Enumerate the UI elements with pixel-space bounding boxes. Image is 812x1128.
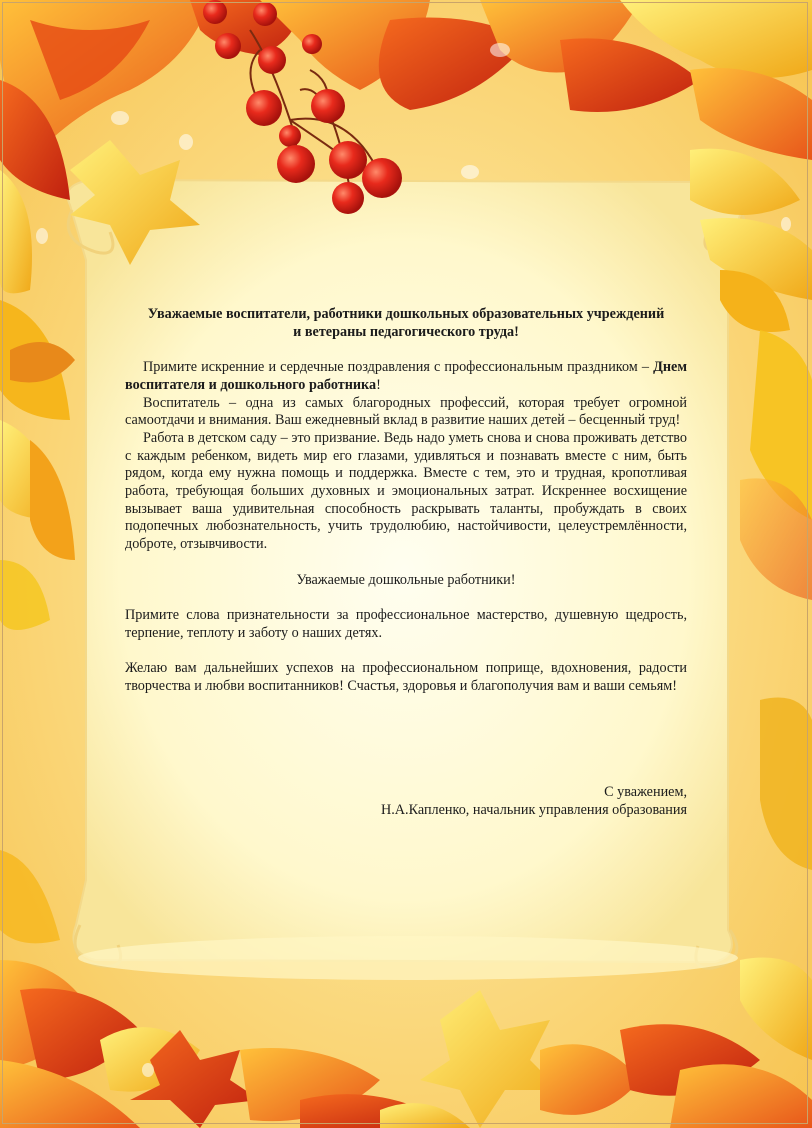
letter-title bbox=[125, 306, 687, 341]
paragraph-profession: Воспитатель – одна из самых благородных профессий, которая требует огромной самоотдачи и внимания. Ваш ежедневный вклад в развитие наших детей – бесценный труд! bbox=[125, 394, 687, 429]
paragraph-gratitude: Примите слова признательности за профессиональное мастерство, душевную щедрость, терпение, теплоту и заботу о наших детях. bbox=[125, 606, 687, 641]
title-line-1: Уважаемые воспитатели, работники дошкольных образовательных учреждений bbox=[147, 306, 665, 322]
closing-line: С уважением, bbox=[604, 783, 687, 800]
greeting-letter bbox=[125, 306, 687, 819]
address-line: Уважаемые дошкольные работники! bbox=[296, 571, 516, 588]
title-line-2: и ветераны педагогического труда! bbox=[293, 323, 519, 340]
paragraph-wishes: Желаю вам дальнейших успехов на профессиональном поприще, вдохновения, радости творчества и любви воспитанников! Счастья, здоровья и благополучия вам и ваши семьям! bbox=[125, 660, 687, 694]
paragraph-work: Работа в детском саду – это призвание. Ведь надо уметь снова и снова проживать детство с каждым ребенком, видеть мир его глазами, удивляться и познавать вместе с ним, быть рядом, когда ему нужна помощь и поддержка. Вместе с тем, это и трудная, кропотливая работа, требующая больших духовных и эмоциональных затрат. Искреннее восхищение вызывает ваша удивительная способность раскрывать таланты, пробуждать в своих подопечных любознательность, учить трудолюбию, настойчивости, целеустремлённости, доброте, отзывчивости. bbox=[125, 429, 687, 553]
holiday-name: Днем воспитателя и дошкольного работника bbox=[125, 359, 687, 393]
signature-line: Н.А.Капленко, начальник управления образования bbox=[380, 801, 687, 818]
paragraph-congratulations: Примите искренние и сердечные поздравления с профессиональным праздником – Днем воспитателя и дошкольного работника! bbox=[125, 359, 687, 393]
